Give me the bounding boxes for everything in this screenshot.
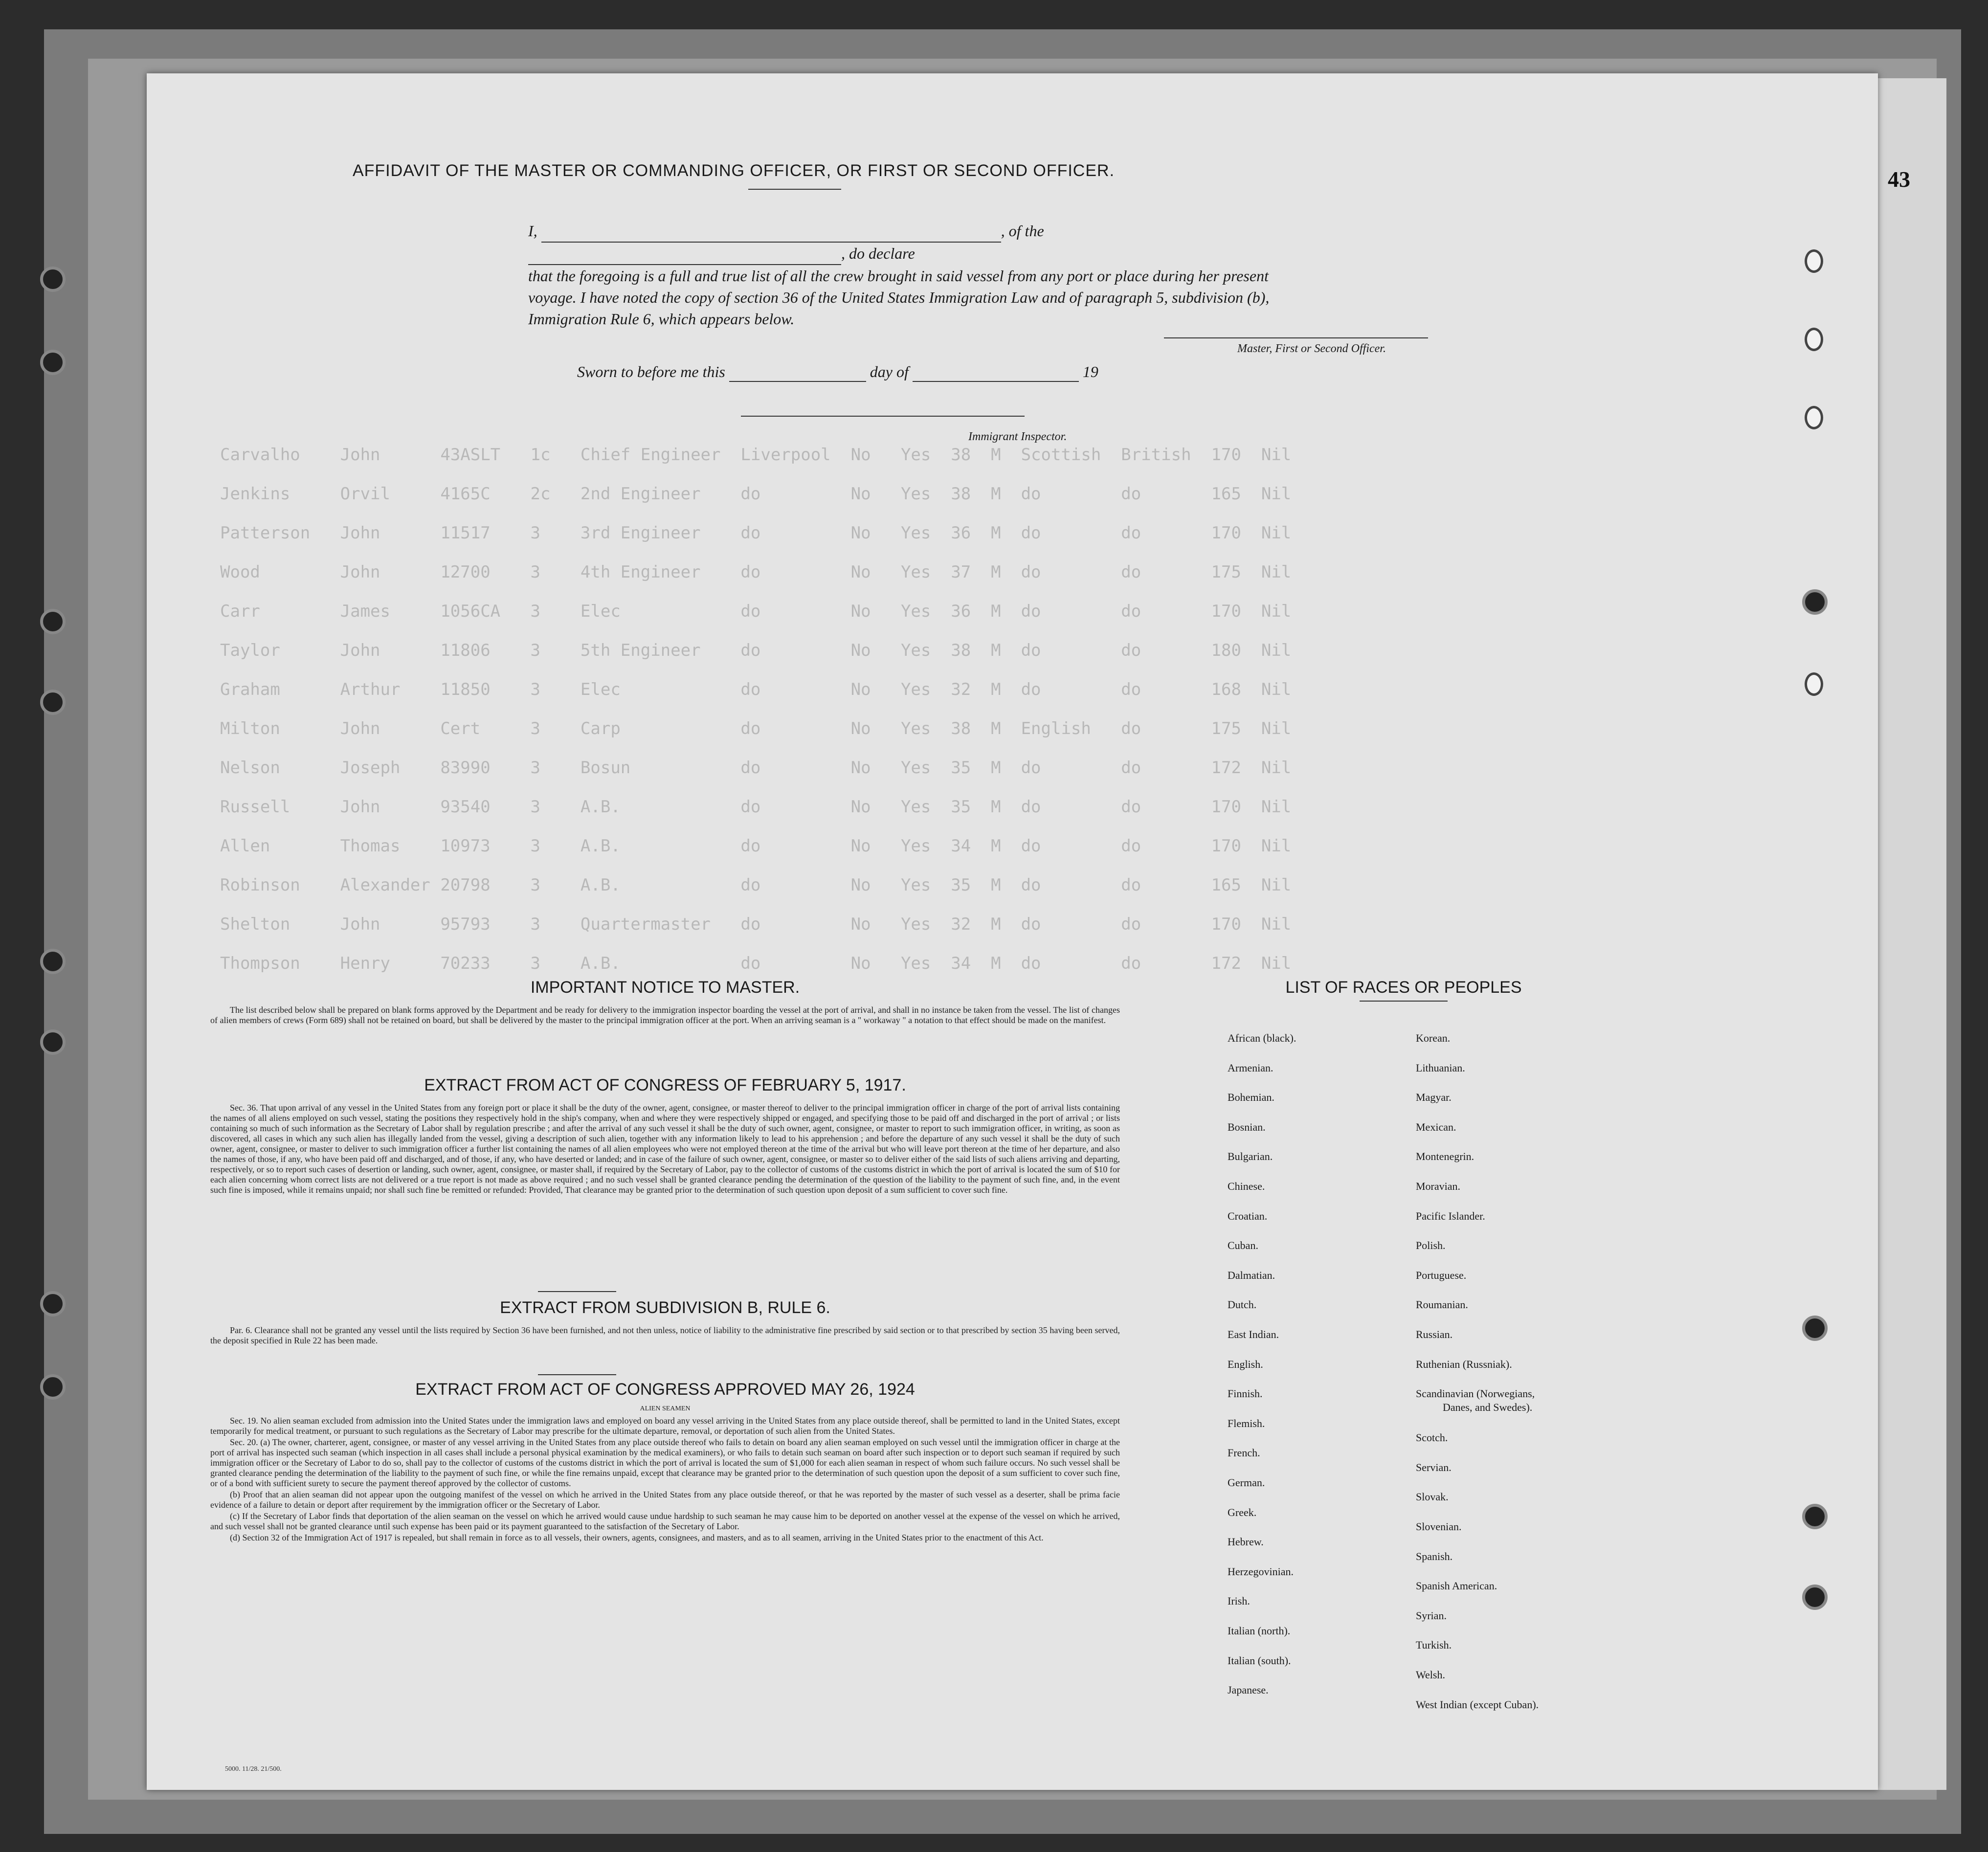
race-item: Ruthenian (Russniak). xyxy=(1416,1358,1512,1370)
vessel-blank xyxy=(528,243,841,265)
binder-hole-icon xyxy=(40,1029,66,1055)
races-title-underline xyxy=(1360,1001,1448,1002)
punch-hole-icon xyxy=(1805,328,1823,351)
section-divider xyxy=(538,1374,616,1375)
extract-1917-title: EXTRACT FROM ACT OF CONGRESS OF FEBRUARY 5, 1917. xyxy=(424,1076,906,1094)
race-item: Armenian. xyxy=(1228,1061,1273,1074)
race-item: Roumanian. xyxy=(1416,1298,1468,1311)
sworn-month-blank xyxy=(913,363,1079,382)
form-print-code: 5000. 11/28. 21/500. xyxy=(225,1765,282,1773)
sec36-text: That upon arrival of any vessel in the United States from any foreign port or place it shall be the duty of the owner, agent, consignee, or master thereof to deliver to the principal immigration officer in charge of the port of arrival lists containing the names of all aliens employed on such vessel, stating the positions they respectively hold in the ship's company, when and where they were respectively shipped or engaged, and specifying those to be paid off and discharged in the port of arrival ; or lists containing so much of such information as the Secretary of Labor shall by regulation prescribe ; and after the arrival of any such vessel it shall be the duty of such owner, agent, consignee, or master to report to such immigration officer, in writing, as soon as discovered, all cases in which any such alien has illegally landed from the vessel, giving a description of such alien, together with any information likely to lead to his apprehension ; and before the departure of any such vessel it shall be the duty of such owner, agent, consignee, or master to deliver to such immigration officer a further list containing the names of all alien employees who were not employed thereon at the time of the arrival but who will leave port thereon at the time of her departure, and also the names of those, if any, who have been paid off and discharged, and of those, if any, who have deserted or landed; and in case of the failure of such owner, agent, consignee, or master so to deliver either of the said lists of such aliens arriving and departing, respectively, or so to report such cases of desertion or landing, such owner, agent, consignee, or master shall, if required by the Secretary of Labor, pay to the collector of customs of the customs district in which the port of arrival is located the sum of $10 for each alien concerning whom correct lists are not delivered or a true report is not made as above required ; and no such vessel shall be granted clearance pending the determination of the question of the liability to the payment of such fine, and, in the event such fine is imposed, while it remains unpaid; nor shall such fine be remitted or refunded: Provided, That clearance may be granted prior to the determination of such question upon deposit of a sum sufficient to cover such fine. xyxy=(210,1103,1120,1195)
race-item: Slovenian. xyxy=(1416,1520,1462,1533)
page-number: 43 xyxy=(1888,167,1910,192)
race-item: Welsh. xyxy=(1416,1669,1445,1681)
race-item: Japanese. xyxy=(1228,1684,1269,1696)
sec19-text: Sec. 19. No alien seaman excluded from admission into the United States under the immigration laws and employed on board any vessel arriving in the United States from any place outside thereof, shall be permitted to land in the United States, except temporarily for medical treatment, or pursuant to such regulations as the Secretary of Labor may prescribe for the ultimate departure, removal, or deportation of such alien from the United States. xyxy=(210,1416,1120,1436)
race-item: Pacific Islander. xyxy=(1416,1209,1485,1222)
punch-hole-icon xyxy=(1802,589,1828,615)
punch-hole-icon xyxy=(1805,672,1823,696)
race-item: Finnish. xyxy=(1228,1387,1263,1400)
race-item: French. xyxy=(1228,1447,1260,1459)
race-item: Scandinavian (Norwegians, xyxy=(1416,1387,1535,1400)
extract-rule6-title: EXTRACT FROM SUBDIVISION B, RULE 6. xyxy=(500,1298,830,1317)
race-item: Scotch. xyxy=(1416,1431,1448,1444)
punch-hole-icon xyxy=(1802,1584,1828,1610)
race-item: Dutch. xyxy=(1228,1298,1257,1311)
races-title: LIST OF RACES OR PEOPLES xyxy=(1285,978,1522,997)
race-item: Russian. xyxy=(1416,1328,1453,1340)
race-item: African (black). xyxy=(1228,1032,1296,1044)
sworn-prefix: Sworn to before me this xyxy=(577,363,725,380)
race-item: Bosnian. xyxy=(1228,1120,1266,1133)
affidavit-declaration xyxy=(528,220,1330,330)
notice-title: IMPORTANT NOTICE TO MASTER. xyxy=(530,978,800,997)
race-item: Servian. xyxy=(1416,1461,1452,1473)
race-item: Spanish American. xyxy=(1416,1580,1497,1592)
manifest-form-sheet xyxy=(147,73,1878,1790)
declaration-line-1 xyxy=(528,220,1330,265)
binder-hole-icon xyxy=(40,690,66,715)
race-item: Moravian. xyxy=(1416,1180,1461,1192)
race-item: Hebrew. xyxy=(1228,1536,1264,1548)
race-item: Italian (north). xyxy=(1228,1625,1291,1637)
race-item: Bulgarian. xyxy=(1228,1150,1273,1163)
decl-i: I, xyxy=(528,222,537,240)
race-item: Korean. xyxy=(1416,1032,1451,1044)
race-item: Chinese. xyxy=(1228,1180,1265,1192)
race-item: German. xyxy=(1228,1476,1265,1489)
race-item: Slovak. xyxy=(1416,1491,1449,1503)
race-item: Italian (south). xyxy=(1228,1654,1291,1667)
race-item: Greek. xyxy=(1228,1506,1257,1518)
race-item: Mexican. xyxy=(1416,1120,1456,1133)
punch-hole-icon xyxy=(1802,1504,1828,1529)
sec20a-text: Sec. 20. (a) The owner, charterer, agent, consignee, or master of any vessel arriving in the United States from any place outside thereof who fails to detain on board any alien seaman employed on such vessel until the immigration officer in charge at the port of arrival has inspected such seaman (which inspection in all cases shall include a personal physical examination by the medical examiners), or who fails to detain such seaman on board after such inspection or to deport such seaman if required by such immigration officer or the Secretary of Labor to do so, shall pay to the collector of customs of the customs district in which the port of arrival is located the sum of $1,000 for each alien seaman in respect of whom such failure occurs. No such vessel shall be granted clearance pending the determination of the liability to the payment of such fine, or while the fine remains unpaid, except that clearance may be granted prior to the determination of such question upon the deposit of a sum sufficient to cover such fine, or of a bond with sufficient surety to secure the payment thereof approved by the collector of customs. xyxy=(210,1437,1120,1488)
race-item: Montenegrin. xyxy=(1416,1150,1474,1163)
race-item: English. xyxy=(1228,1358,1263,1370)
decl-of-the: , of the xyxy=(1001,222,1044,240)
race-item: Turkish. xyxy=(1416,1639,1452,1651)
extract-1924-body xyxy=(210,1416,1120,1544)
declaration-line-2: that the foregoing is a full and true list of all the crew brought in said vessel from any port or place during her present xyxy=(528,267,1269,285)
sec20c-text: (c) If the Secretary of Labor finds that deportation of the alien seaman on the vessel on which he arrived would cause undue hardship to such seaman he may cause him to be deported on another vessel at the expense of the vessel on which he arrived, and such vessel shall not be granted clearance until such expense has been paid or its payment guaranteed to the satisfaction of the Secretary of Labor. xyxy=(210,1511,1120,1531)
affidavit-title: AFFIDAVIT OF THE MASTER OR COMMANDING OFFICER, OR FIRST OR SECOND OFFICER. xyxy=(352,161,1115,180)
sec20d-text: (d) Section 32 of the Immigration Act of 1917 is repealed, but shall remain in force as to all vessels, their owners, agents, consignees, and masters, and as to all seamen, arriving in the United States prior to the enactment of this Act. xyxy=(230,1533,1044,1542)
binder-hole-icon xyxy=(40,949,66,974)
extract-1917-body xyxy=(210,1103,1120,1196)
name-blank xyxy=(541,220,1001,243)
race-item: Syrian. xyxy=(1416,1609,1447,1622)
race-item: Cuban. xyxy=(1228,1239,1258,1252)
master-signature-line xyxy=(1164,337,1428,338)
sworn-statement xyxy=(577,363,1098,382)
extract-1924-subtitle: ALIEN SEAMEN xyxy=(640,1405,691,1412)
binder-hole-icon xyxy=(40,267,66,292)
race-item: Flemish. xyxy=(1228,1417,1265,1429)
declaration-line-4: Immigration Rule 6, which appears below. xyxy=(528,310,795,328)
inspector-label: Immigrant Inspector. xyxy=(968,430,1067,443)
race-item: Irish. xyxy=(1228,1595,1250,1607)
bleed-through-background: Carvalho John 43ASLT 1c Chief Engineer Liverpool No Yes 38 M Scottish British 170 Nil Jenkins Orvil 4165C 2c 2nd Engineer do No Yes 38 M do do 165 Nil Patterson John 11517 3 3rd Engineer do No Yes 36 M do do 170 Nil Wood John 12700 3 4th Engineer do No Yes 37 M do do 175 Nil Carr James 1056CA 3 Elec do No Yes 36 M do do 170 Nil Taylor John 11806 3 5th Engineer do No Yes 38 M do do 180 Nil Graham Arthur 11850 3 Elec do No Yes 32 M do do 168 Nil Milton John Cert 3 Carp do No Yes 38 M English do 175 Nil Nelson Joseph 83990 3 Bosun do No Yes 35 M do do 172 Nil Russell John 93540 3 A.B. do No Yes 35 M do do 170 Nil Allen Thomas 10973 3 A.B. do No Yes 34 M do do 170 Nil Robinson Alexander 20798 3 A.B. do No Yes 35 M do do 165 Nil Shelton John 95793 3 Quartermaster do No Yes 32 M do do 170 Nil Thompson Henry 70233 3 A.B. do No Yes 34 M do do 172 Nil xyxy=(220,445,1292,973)
extract-rule6-body xyxy=(210,1325,1120,1347)
inspector-signature-line xyxy=(741,416,1025,417)
race-item: Danes, and Swedes). xyxy=(1443,1401,1533,1414)
race-item: Spanish. xyxy=(1416,1550,1453,1562)
sworn-year: 19 xyxy=(1082,363,1098,380)
par6-label: Par. 6. xyxy=(230,1325,252,1335)
race-item: Croatian. xyxy=(1228,1209,1268,1222)
binder-hole-icon xyxy=(40,1291,66,1316)
decl-do-declare: , do declare xyxy=(841,245,915,262)
sworn-day-blank xyxy=(729,363,866,382)
par6-text: Clearance shall not be granted any vessel until the lists required by Section 36 have been furnished, and not then unless, notice of liability to the administrative fine prescribed by said section or to that prescribed by section 35 having been served, the deposit specified in Rule 22 has been made. xyxy=(210,1325,1120,1345)
title-underline xyxy=(748,189,841,190)
declaration-line-3: voyage. I have noted the copy of section 36 of the United States Immigration Law and of paragraph 5, subdivision (b), xyxy=(528,289,1270,306)
punch-hole-icon xyxy=(1802,1316,1828,1341)
binder-hole-icon xyxy=(40,1374,66,1400)
race-item: Bohemian. xyxy=(1228,1091,1274,1104)
race-item: Polish. xyxy=(1416,1239,1446,1252)
binder-hole-icon xyxy=(40,350,66,375)
punch-hole-icon xyxy=(1805,406,1823,429)
race-item: Lithuanian. xyxy=(1416,1061,1465,1074)
sec20b-text: (b) Proof that an alien seaman did not appear upon the outgoing manifest of the vessel on which he arrived in the United States from any place outside thereof, or that he was reported by the master of such vessel as a deserter, shall be prima facie evidence of a failure to detain or deport after requirement by the immigration officer or the Secretary of Labor. xyxy=(210,1490,1120,1510)
punch-hole-icon xyxy=(1805,249,1823,273)
race-item: Portuguese. xyxy=(1416,1269,1467,1281)
notice-body xyxy=(210,1005,1120,1026)
race-item: East Indian. xyxy=(1228,1328,1279,1340)
notice-paragraph: The list described below shall be prepared on blank forms approved by the Department and be ready for delivery to the immigration inspector boarding the vessel at the port of arrival, and shall in no instance be taken from the vessel. The list of changes of alien members of crews (Form 689) shall not be retained on board, but shall be delivered by the master to the principal immigration officer at the port. When an arriving seaman is a " workaway " a notation to that effect should be made on the manifest. xyxy=(210,1005,1120,1025)
race-item: Magyar. xyxy=(1416,1091,1452,1104)
race-item: Dalmatian. xyxy=(1228,1269,1275,1281)
race-item: Herzegovinian. xyxy=(1228,1565,1294,1578)
master-signature-label: Master, First or Second Officer. xyxy=(1237,342,1386,355)
race-item: West Indian (except Cuban). xyxy=(1416,1698,1539,1711)
extract-1924-title: EXTRACT FROM ACT OF CONGRESS APPROVED MAY 26, 1924 xyxy=(415,1380,915,1399)
binder-hole-icon xyxy=(40,609,66,634)
sec36-label: Sec. 36. xyxy=(230,1103,258,1113)
section-divider xyxy=(538,1291,616,1292)
sworn-day-of: day of xyxy=(870,363,909,380)
